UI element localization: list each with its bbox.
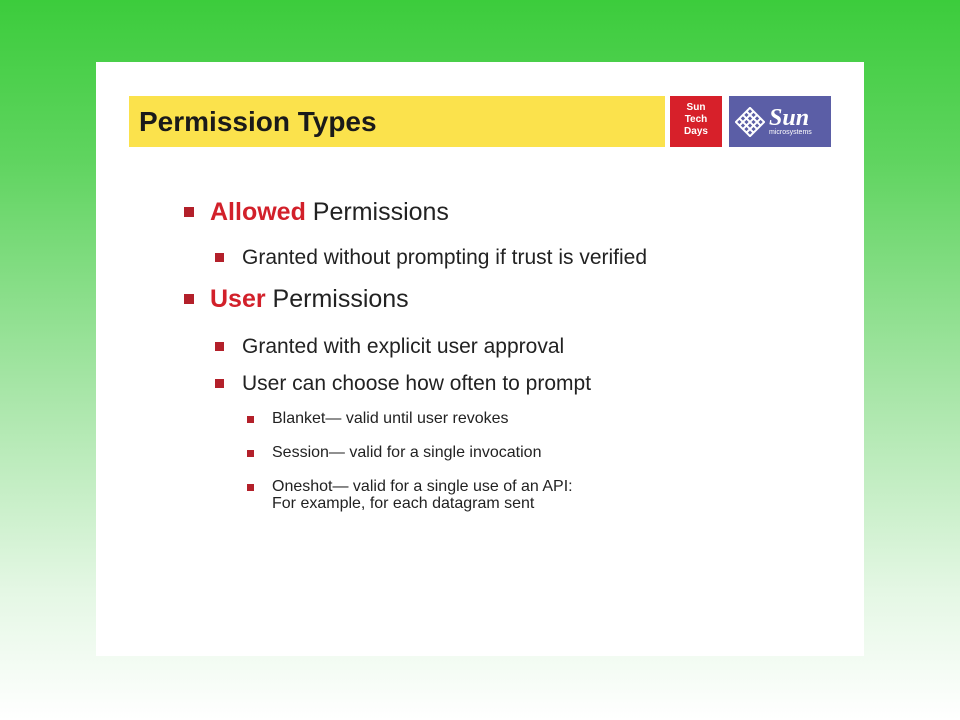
title-bar <box>129 96 665 147</box>
bullet-text: User can choose how often to prompt <box>242 372 592 395</box>
bullet-text: Permissions <box>305 198 449 226</box>
logo-line-days: Days <box>684 126 708 137</box>
bullet-text: Granted with explicit user approval <box>242 335 565 358</box>
sun-logo-word: Sun <box>769 104 810 131</box>
bullet-square-icon <box>247 416 254 423</box>
highlight-user: User <box>210 285 266 313</box>
bullet-session <box>247 444 541 461</box>
bullet-square-icon <box>215 253 224 262</box>
bullet-text: Blanket— valid until user revokes <box>272 410 509 427</box>
bullet-oneshot <box>247 478 573 512</box>
sun-logo-subtitle: microsystems <box>769 128 812 136</box>
bullet-text-line2: For example, for each datagram sent <box>272 495 535 512</box>
slide-title: Permission Types <box>139 105 377 137</box>
sun-diamond-icon <box>735 107 765 137</box>
bullet-text: Permissions <box>265 285 409 313</box>
logo-line-tech: Tech <box>684 114 708 125</box>
bullet-text-line1: Oneshot— valid for a single use of an API: <box>272 478 573 495</box>
bullet-square-icon <box>184 294 194 304</box>
bullet-granted-without-prompting <box>215 245 647 271</box>
bullet-square-icon <box>215 379 224 388</box>
logo-line-sun: Sun <box>686 102 706 113</box>
bullet-square-icon <box>184 207 194 217</box>
bullet-square-icon <box>215 342 224 351</box>
bullet-square-icon <box>247 484 254 491</box>
bullet-user-can-choose <box>215 371 591 397</box>
slide <box>96 62 864 656</box>
sun-microsystems-logo <box>729 96 831 147</box>
bullet-user-permissions <box>184 284 409 314</box>
highlight-allowed: Allowed <box>210 198 306 226</box>
sun-tech-days-logo <box>670 96 722 147</box>
bullet-blanket <box>247 410 509 427</box>
bullet-allowed-permissions <box>184 197 449 227</box>
bullet-text: Session— valid for a single invocation <box>272 444 542 461</box>
bullet-text: Granted without prompting if trust is verified <box>242 246 648 269</box>
bullet-granted-with-approval <box>215 334 564 360</box>
bullet-square-icon <box>247 450 254 457</box>
